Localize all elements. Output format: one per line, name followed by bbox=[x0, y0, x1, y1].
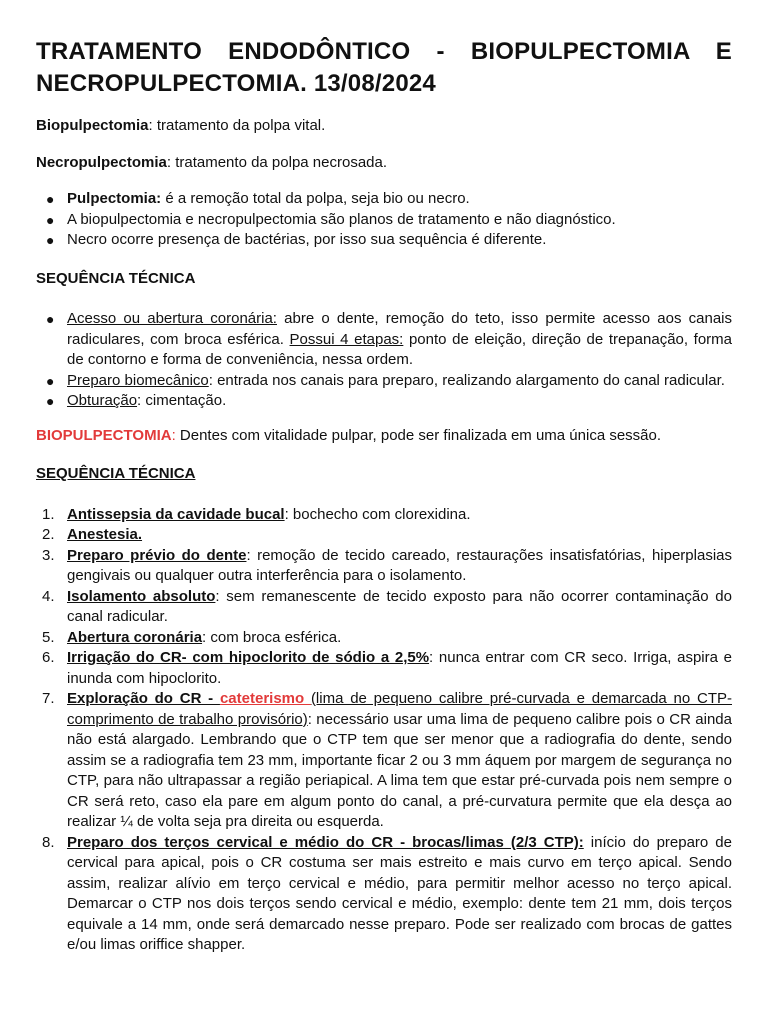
definition-necropulpectomia bbox=[36, 153, 732, 174]
step-parenthetical: (lima de pequeno calibre pré-curvada e demarcada no CTP-comprimento de trabalho provisório) bbox=[67, 690, 732, 728]
bullet-text: A biopulpectomia e necropulpectomia são planos de tratamento e não diagnóstico. bbox=[67, 210, 616, 228]
step-heading: Antissepsia da cavidade bucal bbox=[67, 505, 285, 523]
list-item bbox=[36, 210, 732, 231]
step-number: 2. bbox=[42, 526, 55, 543]
step-item bbox=[36, 546, 732, 587]
bullet-text: abre o dente, remoção do teto, isso permite acesso aos canais radiculares, com broca esférica. bbox=[67, 310, 732, 348]
bullet-text: : entrada nos canais para preparo, realizando alargamento do canal radicular. bbox=[208, 371, 725, 389]
list-item bbox=[36, 391, 732, 412]
section-heading: SEQUÊNCIA TÉCNICA bbox=[36, 269, 196, 287]
list-item bbox=[36, 309, 732, 371]
step-number: 8. bbox=[42, 833, 55, 851]
document-page bbox=[36, 36, 732, 956]
biopulpectomia-paragraph bbox=[36, 426, 732, 447]
biopulpectomia-label: BIOPULPECTOMIA bbox=[36, 426, 172, 444]
step-text: : bochecho com clorexidina. bbox=[284, 505, 471, 523]
technique-steps-list bbox=[36, 505, 732, 956]
step-text: : nunca entrar com CR seco. Irriga, aspira e inunda com hipoclorito. bbox=[67, 649, 732, 687]
step-number: 4. bbox=[42, 587, 55, 605]
step-item bbox=[36, 648, 732, 689]
step-text: : necessário usar uma lima de pequeno calibre pois o CR ainda não está alargado. Lembrando que o CTP tem que ser menor que a radiografia do dente, sendo assim se a radiografia tem 23 mm, importante ficar 2 ou 3 mm áquem por margem de segurança no CTP, para não ultrapassar a região periapical. A lima tem que estar pré-curvada pois nem sempre o CR será reto, caso ela pare em algum ponto do canal, a pré-curvatura permite que ela desça ao realizar ¼ de volta seja pra direita ou esquerda. bbox=[67, 710, 732, 830]
step-text: : com broca esférica. bbox=[202, 628, 342, 646]
definition-term: Necropulpectomia bbox=[36, 153, 167, 171]
step-number: 1. bbox=[42, 505, 55, 523]
definition-text: : tratamento da polpa vital. bbox=[148, 117, 326, 134]
step-heading: Irrigação do CR- com hipoclorito de sódio a 2,5% bbox=[67, 649, 430, 666]
bullet-text: Necro ocorre presença de bactérias, por isso sua sequência é diferente. bbox=[67, 231, 547, 248]
step-number: 5. bbox=[42, 628, 55, 646]
biopulpectomia-text: Dentes com vitalidade pulpar, pode ser finalizada em uma única sessão. bbox=[175, 426, 662, 444]
step-heading: Anestesia. bbox=[67, 526, 143, 543]
list-item bbox=[36, 230, 732, 251]
step-item bbox=[36, 587, 732, 628]
bullet-icon: ● bbox=[46, 211, 55, 228]
step-text: : remoção de tecido careado, restaurações insatisfatórias, hiperplasias gengivais ou qualquer outra interferência para o isolamento. bbox=[67, 546, 732, 584]
step-text: : sem remanescente de tecido exposto para não ocorrer contaminação do canal radicular. bbox=[67, 587, 732, 625]
step-heading: Isolamento absoluto bbox=[67, 587, 216, 605]
step-number: 6. bbox=[42, 649, 55, 666]
definition-biopulpectomia bbox=[36, 116, 732, 137]
bullet-text: : cimentação. bbox=[137, 392, 227, 409]
bullet-underlined-text: Obturação bbox=[67, 392, 138, 409]
step-heading: Preparo prévio do dente bbox=[67, 546, 247, 564]
document-title: TRATAMENTO ENDODÔNTICO - BIOPULPECTOMIA E NECROPULPECTOMIA. 13/08/2024 bbox=[36, 38, 732, 97]
bullet-icon: ● bbox=[46, 311, 55, 327]
list-item bbox=[36, 371, 732, 392]
step-item bbox=[36, 689, 732, 833]
definition-term: Biopulpectomia bbox=[36, 117, 149, 134]
step-heading: Preparo dos terços cervical e médio do CR - brocas/limas (2/3 CTP): bbox=[67, 833, 584, 851]
step-highlight-term: cateterismo bbox=[219, 690, 311, 707]
bullet-icon: ● bbox=[46, 232, 55, 248]
intro-bullet-list bbox=[36, 189, 732, 251]
bullet-icon: ● bbox=[46, 393, 55, 409]
bullet-underlined-text: Acesso ou abertura coronária: bbox=[67, 310, 277, 327]
bullet-underlined-text: Preparo biomecânico bbox=[67, 371, 209, 389]
definition-text: : tratamento da polpa necrosada. bbox=[166, 153, 388, 171]
step-heading: Abertura coronária bbox=[67, 628, 203, 646]
list-item bbox=[36, 189, 732, 210]
step-heading: Exploração do CR - bbox=[67, 690, 220, 707]
step-number: 3. bbox=[42, 546, 55, 564]
step-number: 7. bbox=[42, 690, 55, 707]
step-item bbox=[36, 833, 732, 956]
step-item bbox=[36, 505, 732, 526]
step-text: início do preparo de cervical para apical, pois o CR costuma ser mais estreito e mais curvo em terço apical. Sendo assim, realizar alívio em terço cervical e médio, para permitir melhor acesso no terço apical. Demarcar o CTP nos dois terços sendo cervical e médio, exemplo: dente tem 21 mm, dois terços equivale a 14 mm, onde será demarcado nesse preparo. Pode ser realizado com brocas de gattes e/ou limas oriffice shapper. bbox=[67, 833, 732, 953]
bullet-icon: ● bbox=[46, 372, 55, 389]
bullet-underlined-text: Possui 4 etapas: bbox=[289, 330, 404, 348]
bullet-text: ponto de eleição, direção de trepanação, forma de contorno e forma de conveniência, nessa ordem. bbox=[67, 330, 733, 368]
step-item bbox=[36, 525, 732, 546]
biopulpectomia-colon: : bbox=[171, 426, 176, 444]
bullet-text: é a remoção total da polpa, seja bio ou necro. bbox=[161, 190, 470, 207]
section-heading-underlined: SEQUÊNCIA TÉCNICA bbox=[36, 465, 196, 482]
bullet-icon: ● bbox=[46, 191, 55, 207]
step-item bbox=[36, 628, 732, 649]
bullet-bold-text: Pulpectomia: bbox=[67, 190, 162, 207]
technique-bullet-list bbox=[36, 309, 732, 412]
